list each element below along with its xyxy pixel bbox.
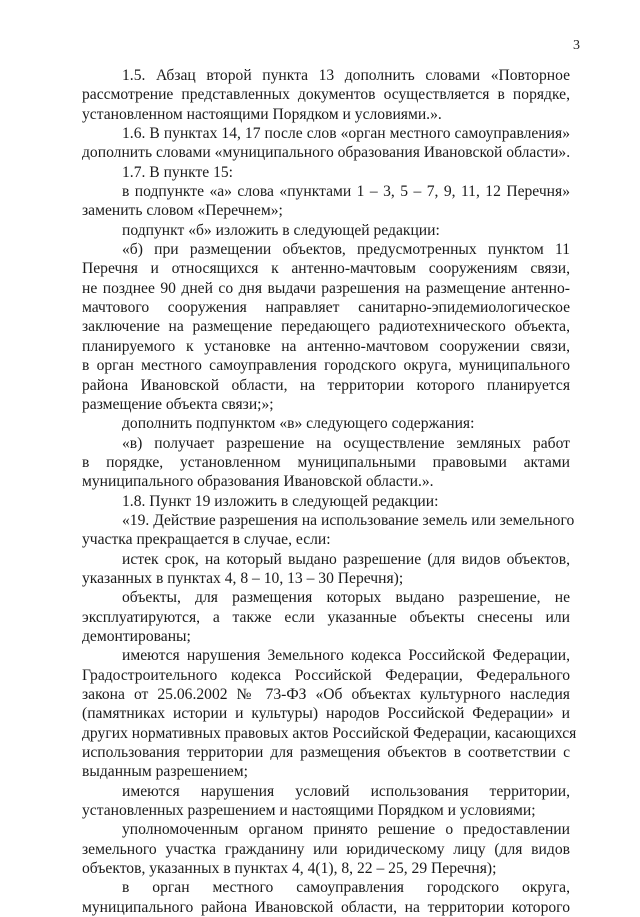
- text-line: муниципального образования Ивановской области.».: [82, 473, 434, 491]
- text-line: установленных разрешением и настоящими Порядком и условиями;: [82, 802, 536, 820]
- text-line: «19. Действие разрешения на использование земель или земельного: [122, 511, 575, 529]
- text-line: объектов, указанных в пунктах 4, 4(1), 8, 22 – 25, 29 Перечня);: [82, 860, 497, 878]
- text-line: в орган местного самоуправления городского округа,: [122, 879, 570, 897]
- text-line: земельного участка гражданину или юридическому лицу (для видов: [82, 840, 570, 858]
- text-line: уполномоченным органом принято решение о предоставлении: [122, 821, 570, 839]
- text-line: дополнить подпунктом «в» следующего содержания:: [122, 415, 475, 433]
- text-line: объекты, для размещения которых выдано разрешение, не: [122, 589, 570, 607]
- text-line: в порядке, установленном муниципальными правовыми актами: [82, 453, 570, 471]
- text-line: указанных в пунктах 4, 8 – 10, 13 – 30 Перечня);: [82, 569, 404, 587]
- text-line: Перечня и относящихся к антенно-мачтовым сооружениям связи,: [82, 260, 570, 278]
- text-line: не позднее 90 дней со дня выдачи разрешения на размещение антенно-: [82, 279, 570, 297]
- text-line: заключение на размещение передающего радиотехнического объекта,: [82, 318, 570, 336]
- text-line: планируемого к установке на антенно-мачтовом сооружении связи,: [82, 337, 570, 355]
- text-line: выданным разрешением;: [82, 763, 248, 781]
- text-line: заменить словом «Перечнем»;: [82, 202, 283, 220]
- text-line: (памятниках истории и культуры) народов Российской Федерации» и: [82, 705, 570, 723]
- text-line: муниципального района Ивановской области, на территории которого: [82, 898, 570, 916]
- text-line: в подпункте «а» слова «пунктами 1 – 3, 5 – 7, 9, 11, 12 Перечня»: [122, 183, 570, 201]
- text-line: «в) получает разрешение на осуществление земляных работ: [122, 434, 570, 452]
- text-line: района Ивановской области, на территории которого планируется: [82, 376, 570, 394]
- text-line: эксплуатируются, а также если указанные объекты снесены или: [82, 608, 570, 626]
- text-line: мачтового сооружения направляет санитарно-эпидемиологическое: [82, 299, 570, 317]
- text-line: установленном настоящими Порядком и условиями.».: [82, 105, 442, 123]
- text-line: имеются нарушения Земельного кодекса Российской Федерации,: [122, 647, 570, 665]
- text-line: Градостроительного кодекса Российской Федерации, Федерального: [82, 666, 570, 684]
- text-line: других нормативных правовых актов Российской Федерации, касающихся: [82, 724, 577, 742]
- text-line: в орган местного самоуправления городского округа, муниципального: [82, 357, 570, 375]
- text-line: участка прекращается в случае, если:: [82, 531, 331, 549]
- text-line: закона от 25.06.2002 № 73-ФЗ «Об объектах культурного наследия: [82, 686, 570, 703]
- text-line: «б) при размещении объектов, предусмотренных пунктом 11: [122, 241, 570, 259]
- text-line: 1.8. Пункт 19 изложить в следующей редакции:: [122, 492, 439, 510]
- text-line: дополнить словами «муниципального образования Ивановской области».: [82, 144, 571, 162]
- text-line: истек срок, на который выдано разрешение (для видов объектов,: [122, 550, 570, 568]
- document-body: [82, 66, 577, 917]
- text-line: имеются нарушения условий использования территории,: [122, 782, 570, 800]
- text-line: размещение объекта связи;»;: [82, 395, 274, 413]
- text-line: 1.7. В пункте 15:: [122, 163, 234, 181]
- page-number: 3: [573, 38, 580, 53]
- text-line: рассмотрение представленных документов осуществляется в порядке,: [82, 86, 570, 104]
- text-line: использования территории для размещения объектов в соответствии с: [82, 744, 570, 762]
- text-line: 1.5. Абзац второй пункта 13 дополнить словами «Повторное: [122, 67, 570, 84]
- text-line: демонтированы;: [82, 627, 191, 645]
- text-line: 1.6. В пунктах 14, 17 после слов «орган местного самоуправления»: [122, 125, 570, 143]
- text-line: подпункт «б» изложить в следующей редакции:: [122, 221, 440, 239]
